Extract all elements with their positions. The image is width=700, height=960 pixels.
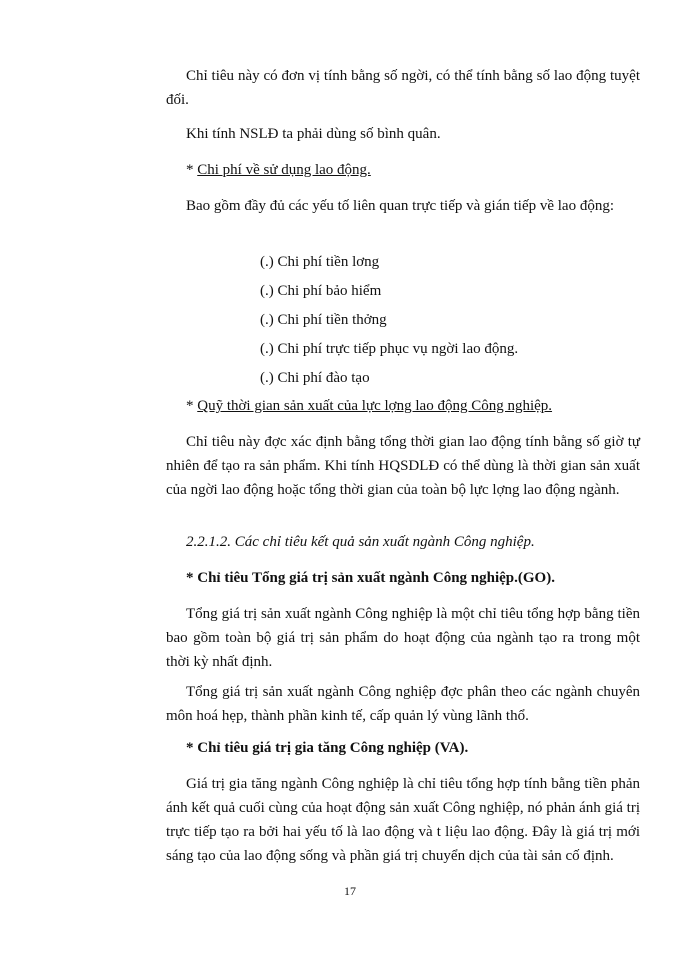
paragraph-gross-output-breakdown: Tổng giá trị sản xuất ngành Công nghiệp đợc phân theo các ngành chuyên môn hoá hẹp, thành phần kinh tế, cấp quản lý vùng lãnh thổ. — [166, 684, 640, 724]
section-heading-output-indicators: 2.2.1.2. Các chỉ tiêu kết quả sản xuất ngành Công nghiệp. — [186, 534, 535, 550]
heading-gross-output: * Chỉ tiêu Tổng giá trị sản xuất ngành Công nghiệp.(GO). — [186, 570, 555, 586]
cost-item-training: (.) Chi phí đào tạo — [260, 370, 370, 386]
cost-item-direct-service: (.) Chi phí trực tiếp phục vụ ngời lao động. — [260, 341, 519, 357]
heading-working-time-star: * — [186, 398, 198, 414]
paragraph-cost-includes: Bao gồm đầy đủ các yếu tố liên quan trực tiếp và gián tiếp về lao động: — [186, 198, 615, 214]
paragraph-unit-note: Chỉ tiêu này có đơn vị tính bằng số ngời, có thể tính bằng số lao động tuyệt đối. — [166, 68, 640, 108]
heading-labor-cost-star: * — [186, 162, 198, 178]
paragraph-gross-output-definition: Tổng giá trị sản xuất ngành Công nghiệp là một chỉ tiêu tổng hợp bằng tiền bao gồm toàn bộ giá trị sản phẩm do hoạt động của ngành tạo ra trong một thời kỳ nhất định. — [166, 606, 640, 670]
paragraph-value-added-definition: Giá trị gia tăng ngành Công nghiệp là chỉ tiêu tổng hợp tính bằng tiền phản ánh kết quả cuối cùng của hoạt động sản xuất Công nghiệp, nó phản ánh giá trị trực tiếp tạo ra bởi hai yếu tố là lao động và t liệu lao động. Đây là giá trị mới sáng tạo của lao động sống và phần giá trị chuyển dịch của tài sản cố định. — [166, 776, 640, 864]
heading-labor-cost — [166, 158, 640, 182]
heading-value-added: * Chỉ tiêu giá trị gia tăng Công nghiệp (VA). — [186, 740, 469, 756]
heading-working-time — [166, 394, 640, 418]
cost-item-bonus: (.) Chi phí tiền thởng — [260, 312, 387, 328]
paragraph-working-time: Chỉ tiêu này đợc xác định bằng tổng thời gian lao động tính bằng số giờ tự nhiên để tạo ra sản phẩm. Khi tính HQSDLĐ có thể dùng là thời gian sản xuất của ngời lao động hoặc tổng thời gian của toàn bộ lực lợng lao động ngành. — [166, 434, 640, 498]
cost-item-insurance: (.) Chi phí bảo hiểm — [260, 283, 382, 299]
heading-labor-cost-text: Chi phí về sử dụng lao động. — [197, 162, 371, 178]
heading-working-time-text: Quỹ thời gian sản xuất của lực lợng lao động Công nghiệp. — [197, 398, 553, 414]
page-number: 17 — [344, 884, 356, 898]
paragraph-average-note: Khi tính NSLĐ ta phải dùng số bình quân. — [186, 126, 441, 142]
cost-item-wage: (.) Chi phí tiền lơng — [260, 254, 380, 270]
